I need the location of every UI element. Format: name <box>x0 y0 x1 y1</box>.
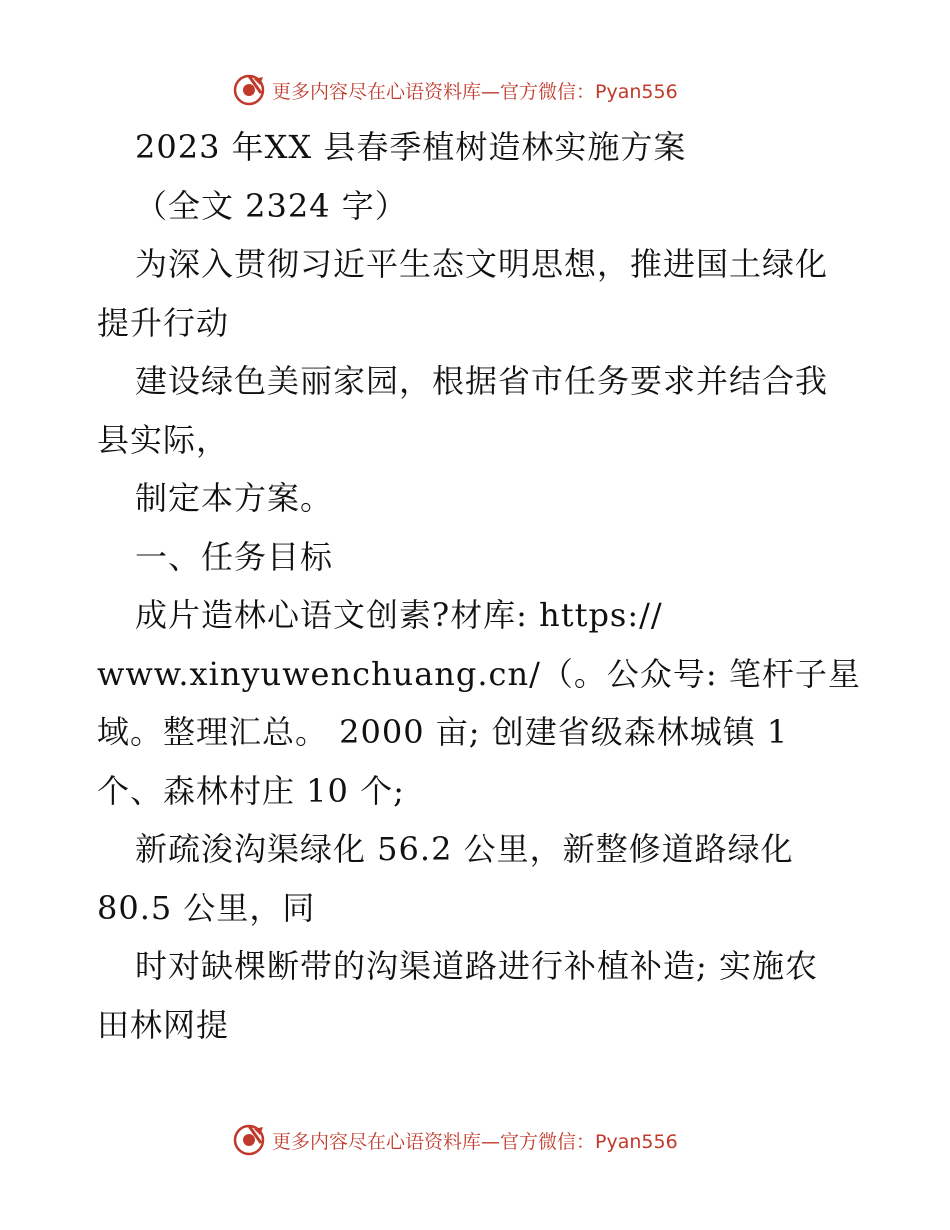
footer-watermark <box>232 1122 732 1158</box>
paragraph-line: 田林网提 <box>97 1005 230 1044</box>
header-watermark <box>232 72 732 108</box>
paragraph-line: 时对缺棵断带的沟渠道路进行补植补造; 实施农 <box>135 947 818 985</box>
watermark-text: 更多内容尽在心语资料库—官方微信：Pyan556 <box>272 1130 678 1153</box>
word-count: （全文 2324 字） <box>135 186 408 225</box>
paragraph-line: 域。整理汇总。 2000 亩; 创建省级森林城镇 1 <box>97 713 789 751</box>
paragraph-line: 新疏浚沟渠绿化 56.2 公里，新整修道路绿化 <box>135 830 794 868</box>
paragraph-line: 80.5 公里，同 <box>97 888 316 927</box>
document-body <box>97 118 861 1054</box>
paragraph-line: 制定本方案。 <box>135 479 334 517</box>
paragraph-line: 建设绿色美丽家园，根据省市任务要求并结合我 <box>135 362 829 400</box>
paragraph-line: www.xinyuwenchuang.cn/（。公众号: 笔杆子星 <box>97 654 861 693</box>
paragraph-line: 个、森林村庄 10 个; <box>97 771 405 810</box>
paragraph-line: 成片造林心语文创素?材库: https:// <box>135 596 663 634</box>
brand-logo-icon <box>232 1123 266 1157</box>
paragraph-line: 县实际， <box>97 420 230 459</box>
paragraph-line: 为深入贯彻习近平生态文明思想，推进国土绿化 <box>135 245 829 283</box>
paragraph-line: 提升行动 <box>97 303 230 342</box>
watermark-text: 更多内容尽在心语资料库—官方微信：Pyan556 <box>272 80 678 103</box>
section-heading: 一、任务目标 <box>135 537 334 576</box>
brand-logo-icon <box>232 73 266 107</box>
document-title: 2023 年XX 县春季植树造林实施方案 <box>135 128 687 166</box>
